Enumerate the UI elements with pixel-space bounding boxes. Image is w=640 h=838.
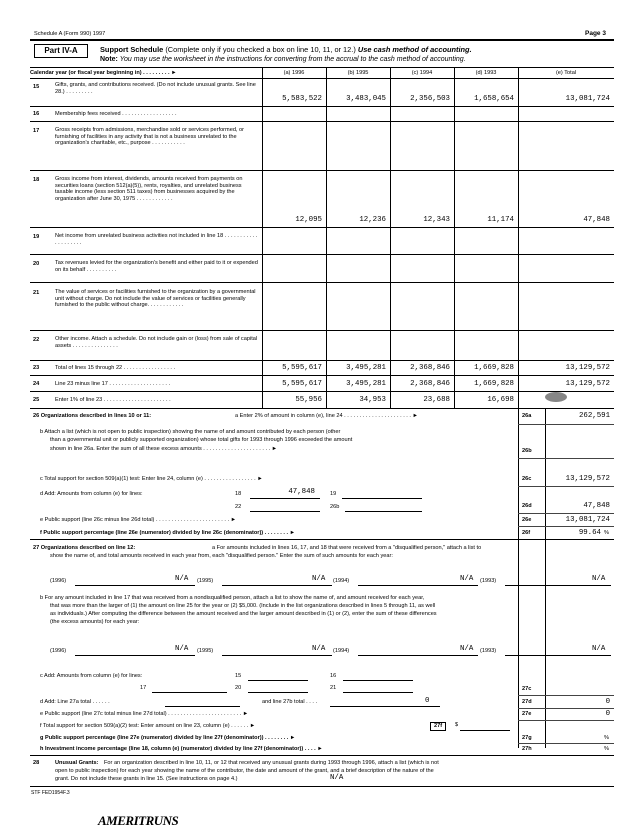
part-note-line: [100, 56, 466, 63]
line-28-title: Unusual Grants:: [55, 760, 99, 766]
line-27h-text: h Investment income percentage (line 18, column (e) (numerator) divided by line 27f (denominator)) . . . . ►: [40, 746, 323, 752]
line-26d-text: d Add: Amounts from column (e) for lines:: [40, 491, 143, 497]
line-26f-value: 99.64: [578, 529, 601, 537]
line-27c-20: 20: [235, 685, 242, 691]
line-27a-val-1: N/A: [175, 575, 189, 583]
line-26f-code: 26f: [522, 530, 531, 536]
line-27e-text: e Public support (line 27c total minus line 27d total) . . . . . . . . . . . . . . . . . . . . . . . . ►: [40, 711, 249, 717]
row-22-num: 22: [33, 337, 40, 343]
row-23-num: 23: [33, 365, 40, 371]
row-17-label: Gross receipts from admissions, merchandise sold or services performed, or furnishing of facilities in any activity that is not a business unrelated to the organization's charitable, etc., purpose . . . . . . . . . . .: [55, 127, 245, 147]
row-15-c: 2,356,503: [410, 95, 450, 103]
line-27a-text-2: show the name of, and total amounts received in each year from, each "disqualified person." Enter the sum of such amounts for each year:: [50, 553, 393, 559]
row-16-label: Membership fees received . . . . . . . . . . . . . . . . . .: [55, 111, 177, 117]
line-26d-19: 19: [330, 491, 337, 497]
row-18-d: 11,174: [487, 216, 514, 224]
line-27c-text: c Add: Amounts from column (e) for lines:: [40, 673, 143, 679]
col-d-header: (d) 1993: [475, 70, 497, 76]
footer-logo: AMERITRUNS: [98, 813, 179, 828]
line-27e-value: 0: [605, 710, 610, 718]
line-27b-year-2: (1995): [197, 648, 214, 654]
row-23-b: 3,495,281: [346, 364, 386, 372]
line-27b-text-3: as individuals.) After computing the difference between the amount received and the larger amount described in (1) or (2), enter the sum of these differences: [50, 611, 437, 617]
column-header-label: Calendar year (or fiscal year beginning in) . . . . . . . . . ►: [30, 70, 177, 76]
line-26d-value: 47,848: [583, 502, 610, 510]
line-26b-code: 26b: [522, 448, 532, 454]
line-27-title: 27 Organizations described on line 12:: [33, 545, 136, 551]
row-22-label: Other income. Attach a schedule. Do not include gain or (loss) from sale of capital assets . . . . . . . . . . . . . . .: [55, 336, 258, 349]
line-27h-pct: %: [604, 746, 609, 752]
row-18-num: 18: [33, 177, 40, 183]
line-27b-val-4: N/A: [592, 645, 606, 653]
row-25-label: Enter 1% of line 23 . . . . . . . . . . . . . . . . . . . . . .: [55, 397, 171, 403]
line-26f-text: f Public support percentage (line 26e (numerator) divided by line 26c (denominator)) . . . . . . . . ►: [40, 530, 296, 536]
line-27g-code: 27g: [522, 735, 532, 741]
col-a-header: (a) 1996: [283, 70, 305, 76]
row-15-d: 1,658,654: [474, 95, 514, 103]
row-15-a: 5,583,522: [282, 95, 322, 103]
line-26c-code: 26c: [522, 476, 532, 482]
line-26a-code: 26a: [522, 413, 532, 419]
line-27b-text-1: b For any amount included in line 17 that was received from a nondisqualified person, attach a list to show the name of, and amount received for each year,: [40, 595, 425, 601]
line-27b-val-2: N/A: [312, 645, 326, 653]
part-title-emph: Use cash method of accounting.: [357, 45, 472, 54]
footer-code: STF FED1954F.3: [31, 790, 70, 796]
schedule-header-left: Schedule A (Form 990) 1997: [34, 31, 106, 37]
part-title: Support Schedule: [100, 45, 164, 54]
line-27b-year-3: (1994): [333, 648, 350, 654]
line-27g-pct: %: [604, 735, 609, 741]
part-title-rest: (Complete only if you checked a box on line 10, 11, or 12.): [165, 45, 356, 54]
line-27a-val-4: N/A: [592, 575, 606, 583]
line-27d-value: 0: [605, 698, 610, 706]
row-23-a: 5,595,617: [282, 364, 322, 372]
line-26d-18: 18: [235, 491, 242, 497]
row-20-num: 20: [33, 261, 40, 267]
row-25-d: 16,698: [487, 396, 514, 404]
line-27b-year-1: (1996): [50, 648, 67, 654]
line-26b-text-1: b Attach a list (which is not open to public inspection) showing the name of and amount contributed by each person (other: [40, 429, 341, 435]
line-27d-mid-value: 0: [425, 697, 430, 705]
row-25-a: 55,956: [295, 396, 322, 404]
line-27d-text: d Add: Line 27a total . . . . . .: [40, 699, 110, 705]
line-27d-mid: and line 27b total . . . .: [262, 699, 318, 705]
line-26b-text-2: than a governmental unit or publicly supported organization) whose total gifts for 1993 through 1996 exceeded the amount: [50, 437, 353, 443]
row-17-num: 17: [33, 128, 40, 134]
line-27g-text: g Public support percentage (line 27e (numerator) divided by line 27f (denominator)) . . . . . . . . ►: [40, 735, 296, 741]
row-19-label: Net income from unrelated business activities not included in line 18 . . . . . . . . . . . . . . . . . . . .: [55, 233, 258, 246]
line-27a-year-3: (1994): [333, 578, 350, 584]
row-15-b: 3,483,045: [346, 95, 386, 103]
col-b-header: (b) 1995: [347, 70, 369, 76]
row-18-b: 12,236: [359, 216, 386, 224]
row-21-label: The value of services or facilities furnished to the organization by a governmental unit without charge. Do not include the value of services or facilities generally furnished to the public without charge. . . . . . . . . . . .: [55, 289, 256, 309]
row-19-num: 19: [33, 234, 40, 240]
row-15-num: 15: [33, 84, 40, 90]
line-28-text-3: grant. Do not include these grants in line 15. (See instructions on page 4.): [55, 776, 238, 782]
line-28-value: N/A: [330, 774, 344, 782]
row-15-label: Gifts, grants, and contributions received. (Do not include unusual grants. See line 28.) . . . . . . . . .: [55, 82, 256, 95]
line-27b-year-4: (1993): [480, 648, 497, 654]
line-27b-val-1: N/A: [175, 645, 189, 653]
row-24-e: 13,129,572: [565, 380, 610, 388]
row-23-e: 13,129,572: [565, 364, 610, 372]
row-24-a: 5,595,617: [282, 380, 322, 388]
line-26d-22: 22: [235, 504, 242, 510]
line-26e-value: 13,081,724: [565, 516, 610, 524]
row-23-c: 2,368,846: [410, 364, 450, 372]
part-title-line: [100, 45, 472, 54]
line-27a-val-2: N/A: [312, 575, 326, 583]
line-27a-year-4: (1993): [480, 578, 497, 584]
line-27b-text-4: (the excess amounts) for each year:: [50, 619, 140, 625]
line-27c-code: 27c: [522, 686, 532, 692]
line-26d-18-value: 47,848: [288, 488, 315, 496]
row-20-label: Tax revenues levied for the organization's benefit and either paid to it or expended on its behalf . . . . . . . . . .: [55, 260, 258, 273]
row-16-num: 16: [33, 111, 40, 117]
line-27c-21: 21: [330, 685, 337, 691]
line-27f-text: f Total support for section 509(a)(2) test: Enter amount on line 23, column (e) . . . . . . ►: [40, 723, 256, 729]
line-27b-text-2: that was more than the larger of (1) the amount on line 25 for the year or (2) $5,000. (Include in the list organizations described in lines 5 through 11, as well: [50, 603, 436, 609]
line-27c-16: 16: [330, 673, 337, 679]
line-26b-text-3: shown in line 26a. Enter the sum of all these excess amounts . . . . . . . . . . . . . . . . . . . . . . ►: [50, 446, 278, 452]
row-24-b: 3,495,281: [346, 380, 386, 388]
row-24-label: Line 23 minus line 17 . . . . . . . . . . . . . . . . . . . .: [55, 381, 171, 387]
row-25-num: 25: [33, 397, 40, 403]
row-18-label: Gross income from interest, dividends, amounts received from payments on securities loans (section 512(a)(5)), rents, royalties, and unrelated business taxable income (less section 511 taxes) from businesses acquired by the organization after June 30, 1975 . . . . . . . . . . . .: [55, 176, 243, 202]
part-tag: Part IV-A: [34, 44, 88, 58]
row-18-e: 47,848: [583, 216, 610, 224]
row-18-a: 12,095: [295, 216, 322, 224]
line-27f-dollar: $: [455, 722, 459, 728]
line-28-text-2: open to public inspection) for each year showing the name of the contributor, the date and amount of the grant, and a brief description of the nature of the: [55, 768, 434, 774]
line-26c-text: c Total support for section 509(a)(1) test: Enter line 24, column (e) . . . . . . . . . . . . . . . . . ►: [40, 476, 263, 482]
line-26-title: 26 Organizations described in lines 10 or 11:: [33, 413, 152, 419]
line-27a-year-1: (1996): [50, 578, 67, 584]
row-23-label: Total of lines 15 through 22 . . . . . . . . . . . . . . . . .: [55, 365, 176, 371]
line-27c-15: 15: [235, 673, 242, 679]
col-e-header: (e) Total: [555, 70, 577, 76]
row-18-c: 12,343: [423, 216, 450, 224]
row-15-e: 13,081,724: [565, 95, 610, 103]
part-note: You may use the worksheet in the instructions for converting from the accrual to the cash method of accounting.: [119, 56, 466, 63]
line-27a-year-2: (1995): [197, 578, 214, 584]
row-24-num: 24: [33, 381, 40, 387]
line-26a-text: a Enter 2% of amount in column (e), line 24 . . . . . . . . . . . . . . . . . . . . . . ►: [235, 413, 419, 419]
col-c-header: (c) 1994: [411, 70, 433, 76]
line-27c-17: 17: [140, 685, 147, 691]
page-number: Page 3: [585, 30, 606, 37]
line-26d-26b: 26b: [330, 504, 340, 510]
line-26f-pct: %: [604, 530, 609, 536]
line-26d-code: 26d: [522, 503, 532, 509]
line-27a-val-3: N/A: [460, 575, 474, 583]
line-27d-code: 27d: [522, 699, 532, 705]
row-25-c: 23,688: [423, 396, 450, 404]
row-24-d: 1,669,828: [474, 380, 514, 388]
line-26a-value: 262,591: [578, 412, 610, 420]
line-27f-code: 27f: [430, 722, 446, 731]
part-note-label: Note:: [100, 56, 118, 63]
line-27h-code: 27h: [522, 746, 532, 752]
row-23-d: 1,669,828: [474, 364, 514, 372]
line-27e-code: 27e: [522, 711, 532, 717]
line-26e-text: e Public support (line 26c minus line 26d total) . . . . . . . . . . . . . . . . . . . . . . . . ►: [40, 517, 237, 523]
line-26e-code: 26e: [522, 517, 532, 523]
line-27a-text: a For amounts included in lines 16, 17, and 18 that were received from a "disqualified person," attach a list to: [212, 545, 482, 551]
line-27b-val-3: N/A: [460, 645, 474, 653]
line-28-text-1: For an organization described in line 10, 11, or 12 that received any unusual grants during 1993 through 1996, attach a list (which is not: [104, 760, 439, 766]
line-28-num: 28: [33, 760, 40, 766]
row-24-c: 2,368,846: [410, 380, 450, 388]
row-25-b: 34,953: [359, 396, 386, 404]
row-21-num: 21: [33, 290, 40, 296]
line-26c-value: 13,129,572: [565, 475, 610, 483]
